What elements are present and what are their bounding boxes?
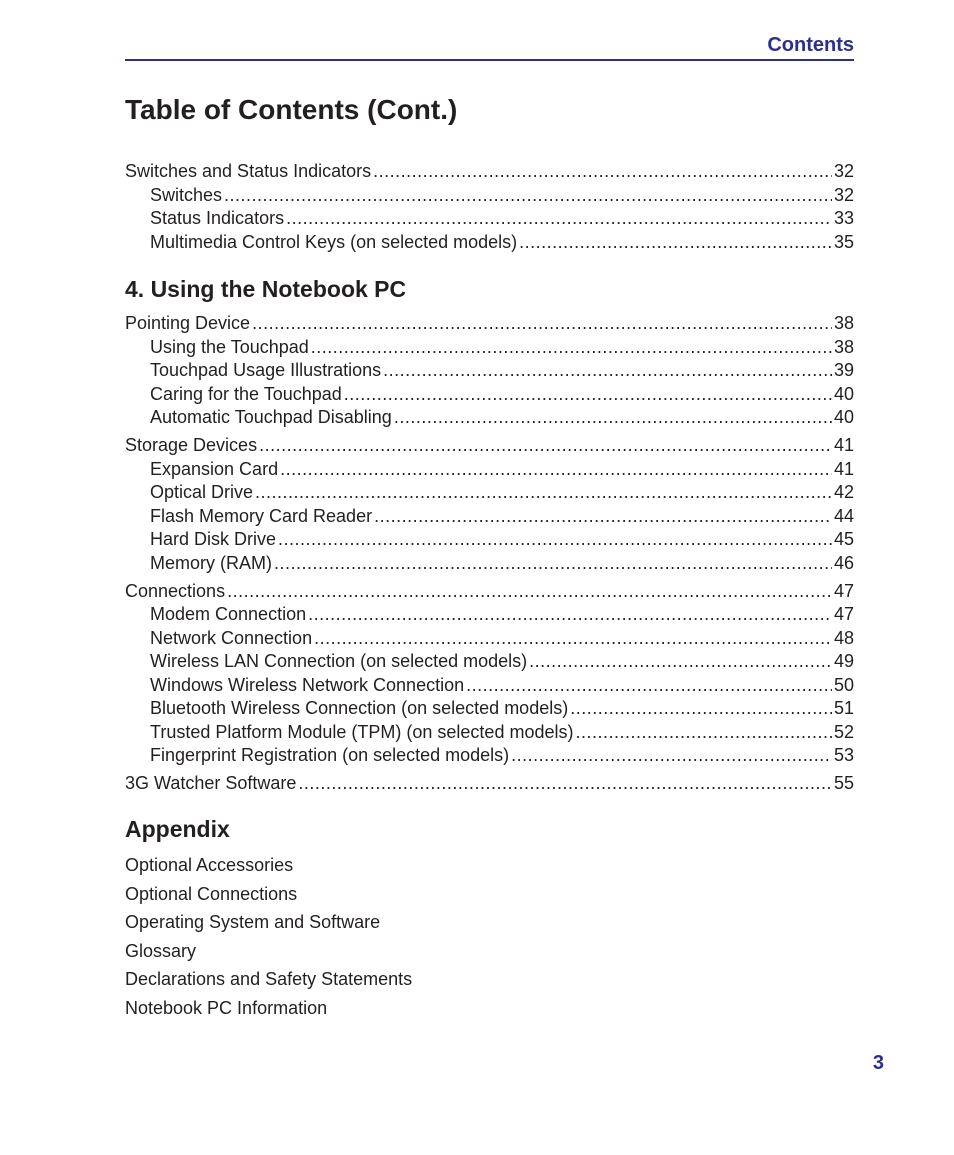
appendix-item[interactable]: Operating System and Software	[125, 912, 381, 932]
toc-entry-page: 55	[833, 773, 854, 793]
toc-entry[interactable]	[125, 581, 854, 605]
toc-entry-page: 52	[833, 721, 854, 742]
toc-entry-page: 41	[833, 435, 854, 455]
appendix-list	[125, 853, 412, 1024]
toc-entry[interactable]	[125, 459, 854, 483]
toc-entry-page: 42	[833, 482, 854, 502]
toc-entry-label: Fingerprint Registration (on selected models)	[150, 745, 510, 765]
dot-leader	[259, 435, 832, 456]
dot-leader	[224, 185, 832, 206]
toc-entry[interactable]	[125, 407, 854, 431]
dot-leader	[344, 384, 832, 405]
dot-leader	[298, 773, 832, 794]
dot-leader	[383, 360, 832, 381]
toc-entry-label: Multimedia Control Keys (on selected models)	[150, 231, 518, 252]
toc-entry-label: Hard Disk Drive	[150, 529, 277, 549]
toc-entry-label: Windows Wireless Network Connection	[150, 674, 465, 695]
page-number: 3	[872, 1052, 884, 1074]
dot-leader	[570, 698, 832, 719]
toc-entry-label: Memory (RAM)	[150, 552, 272, 573]
toc-entry[interactable]	[125, 553, 854, 577]
toc-entry-label: Modem Connection	[150, 604, 307, 624]
toc-entry-page: 39	[833, 360, 854, 380]
toc-entry[interactable]	[125, 651, 854, 675]
toc-entry-label: 3G Watcher Software	[125, 773, 297, 793]
toc-entry-label: Caring for the Touchpad	[150, 383, 342, 404]
toc-entry-page: 50	[833, 674, 854, 695]
appendix-item[interactable]: Declarations and Safety Statements	[125, 969, 413, 989]
dot-leader	[311, 337, 832, 358]
dot-leader	[394, 407, 832, 428]
dot-leader	[255, 482, 832, 503]
toc-entry-label: Switches and Status Indicators	[125, 161, 372, 181]
appendix-item[interactable]: Glossary	[125, 940, 197, 961]
toc-entry-page: 47	[833, 604, 854, 624]
appendix-item[interactable]: Notebook PC Information	[125, 997, 328, 1018]
toc-switches-section	[125, 161, 854, 255]
dot-leader	[466, 675, 832, 696]
toc-entry[interactable]	[125, 506, 854, 530]
toc-entry-label: Trusted Platform Module (TPM) (on selected models)	[150, 721, 574, 742]
header-divider	[125, 59, 854, 61]
toc-entry-page: 48	[833, 627, 854, 648]
dot-leader	[308, 604, 832, 625]
toc-entry-page: 38	[833, 336, 854, 357]
toc-entry-label: Storage Devices	[125, 435, 258, 455]
toc-entry[interactable]	[125, 628, 854, 652]
toc-entry-page: 38	[833, 313, 854, 333]
toc-entry-page: 51	[833, 698, 854, 718]
dot-leader	[252, 313, 832, 334]
dot-leader	[373, 161, 832, 182]
toc-entry-page: 49	[833, 651, 854, 671]
toc-entry-label: Switches	[150, 184, 223, 205]
toc-entry-label: Pointing Device	[125, 313, 251, 333]
dot-leader	[529, 651, 832, 672]
toc-entry-label: Status Indicators	[150, 208, 285, 228]
toc-entry-page: 40	[833, 383, 854, 404]
toc-entry-label: Connections	[125, 580, 226, 601]
toc-entry-label: Using the Touchpad	[150, 336, 309, 357]
toc-entry[interactable]	[125, 529, 854, 553]
dot-leader	[286, 208, 832, 229]
toc-entry-page: 46	[833, 552, 854, 573]
toc-entry-page: 47	[833, 580, 854, 601]
running-header-label: Contents	[767, 34, 854, 56]
toc-entry-page: 45	[833, 529, 854, 549]
toc-entry[interactable]	[125, 185, 854, 209]
toc-entry[interactable]	[125, 232, 854, 256]
toc-entry-page: 32	[833, 161, 854, 181]
toc-entry[interactable]	[125, 208, 854, 232]
toc-entry-page: 44	[833, 505, 854, 526]
toc-entry[interactable]	[125, 698, 854, 722]
appendix-item[interactable]: Optional Connections	[125, 883, 298, 904]
toc-entry-label: Wireless LAN Connection (on selected models)	[150, 651, 528, 671]
dot-leader	[511, 745, 832, 766]
toc-entry[interactable]	[125, 313, 854, 337]
toc-entry-label: Flash Memory Card Reader	[150, 505, 373, 526]
toc-entry[interactable]	[125, 722, 854, 746]
toc-entry[interactable]	[125, 675, 854, 699]
toc-entry-page: 40	[833, 407, 854, 427]
toc-entry-label: Touchpad Usage Illustrations	[150, 360, 382, 380]
appendix-item[interactable]: Optional Accessories	[125, 855, 294, 875]
toc-entry[interactable]	[125, 745, 854, 769]
toc-entry[interactable]	[125, 161, 854, 185]
dot-leader	[227, 581, 832, 602]
toc-entry-page: 32	[833, 184, 854, 205]
toc-entry-page: 35	[833, 231, 854, 252]
dot-leader	[274, 553, 832, 574]
toc-entry[interactable]	[125, 604, 854, 628]
toc-entry[interactable]	[125, 435, 854, 459]
dot-leader	[314, 628, 832, 649]
section-heading-appendix: Appendix	[125, 816, 230, 842]
toc-entry[interactable]	[125, 337, 854, 361]
page-title: Table of Contents (Cont.)	[125, 94, 458, 125]
section-heading-using-notebook: 4. Using the Notebook PC	[125, 276, 407, 302]
toc-entry-page: 33	[833, 208, 854, 228]
toc-entry-label: Bluetooth Wireless Connection (on selected models)	[150, 698, 569, 718]
dot-leader	[374, 506, 832, 527]
toc-entry-page: 53	[833, 745, 854, 765]
toc-entry[interactable]	[125, 360, 854, 384]
dot-leader	[280, 459, 832, 480]
toc-entry[interactable]	[125, 773, 854, 797]
toc-entry-page: 41	[833, 458, 854, 479]
toc-entry-label: Automatic Touchpad Disabling	[150, 407, 392, 427]
toc-entry[interactable]	[125, 482, 854, 506]
dot-leader	[519, 232, 832, 253]
toc-entry-label: Optical Drive	[150, 482, 254, 502]
dot-leader	[575, 722, 831, 743]
toc-entry[interactable]	[125, 384, 854, 408]
toc-entry-label: Expansion Card	[150, 458, 279, 479]
toc-using-notebook-section	[125, 313, 854, 797]
toc-entry-label: Network Connection	[150, 627, 313, 648]
dot-leader	[278, 529, 832, 550]
